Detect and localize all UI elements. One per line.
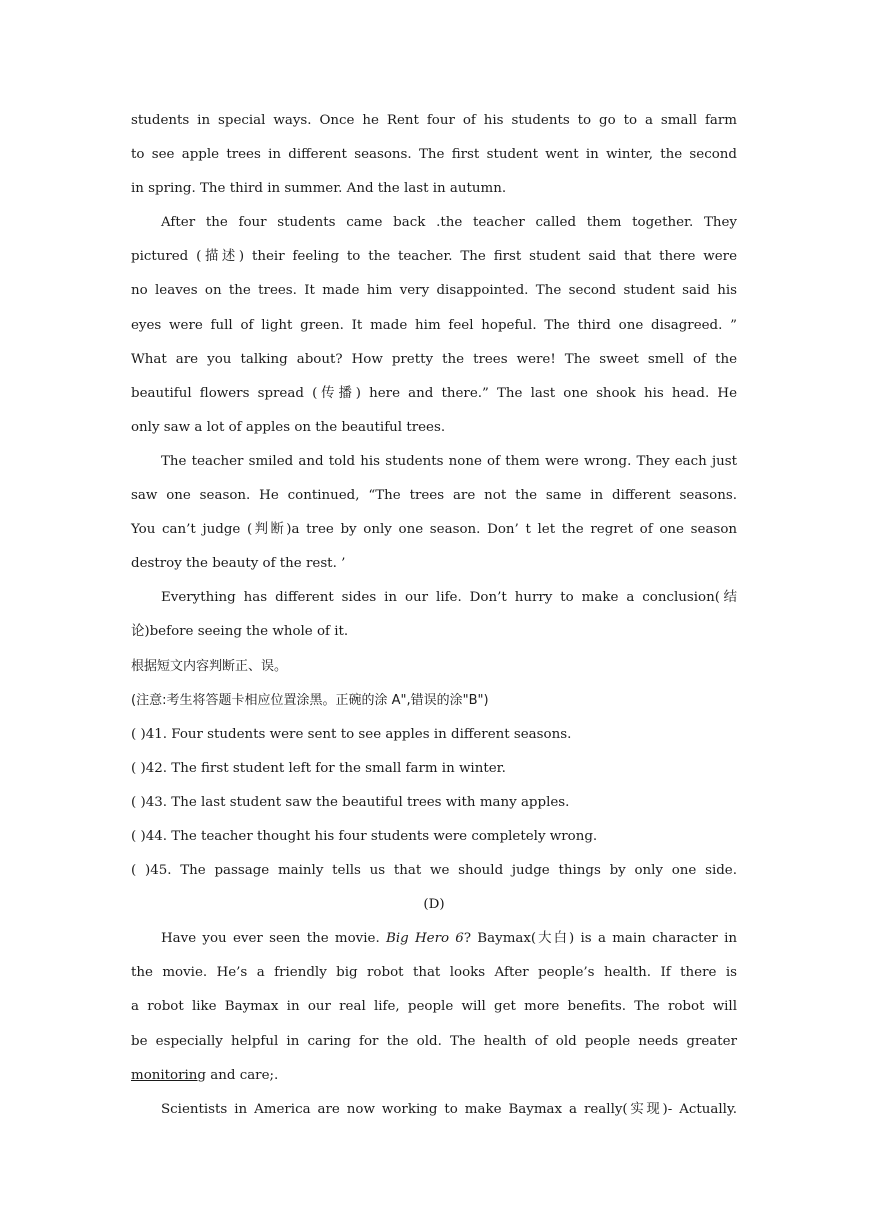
passage-d-text: ? Baymax(大白) is a main character in	[463, 931, 737, 947]
movie-title: Big Hero 6	[385, 931, 464, 947]
question-42: ( )42. The first student left for the small farm in winter.	[131, 760, 506, 776]
question-41: ( )41. Four students were sent to see apples in different seasons.	[131, 726, 572, 742]
passage-c-line: saw one season. He continued, “The trees are not the same in different seasons.	[131, 488, 737, 504]
passage-d-line: a robot like Baymax in our real life, people will get more benefits. The robot will	[131, 999, 737, 1015]
passage-c-line: You can’t judge (判断)a tree by only one season. Don’ t let the regret of one season	[131, 522, 737, 538]
passage-c-line: to see apple trees in different seasons. The first student went in winter, the second	[131, 147, 737, 163]
passage-c-line: students in special ways. Once he Rent four of his students to go to a small farm	[131, 113, 737, 128]
instruction-heading: 根据短文内容判断正、误。	[131, 658, 288, 674]
passage-d-text: Have you ever seen the movie.	[161, 931, 386, 947]
section-heading-d: (D)	[423, 897, 445, 913]
passage-c-line: Everything has different sides in our life. Don’t hurry to make a conclusion(结	[161, 590, 737, 606]
passage-c-line: eyes were full of light green. It made him feel hopeful. The third one disagreed. ”	[131, 317, 737, 333]
passage-c-line: 论)before seeing the whole of it.	[131, 624, 349, 640]
instruction-note: (注意:考生将答题卡相应位置涂黑。正碗的涂 A",错误的涂"B")	[131, 692, 489, 708]
passage-d-line: Scientists in America are now working to make Baymax a really(实现)- Actually.	[161, 1101, 737, 1117]
passage-c-line: only saw a lot of apples on the beautiful trees.	[131, 419, 446, 435]
passage-c-line: destroy the beauty of the rest. ’	[131, 556, 346, 572]
question-44: ( )44. The teacher thought his four students were completely wrong.	[131, 828, 598, 844]
passage-d-line: be especially helpful in caring for the old. The health of old people needs greater	[131, 1033, 737, 1049]
question-45: ( )45. The passage mainly tells us that we should judge things by only one side.	[131, 863, 737, 879]
document-page	[131, 104, 737, 1127]
passage-c-line: pictured (描述) their feeling to the teacher. The first student said that there were	[131, 249, 737, 265]
passage-c-line: beautiful flowers spread (传播) here and there.” The last one shook his head. He	[131, 385, 737, 401]
question-43: ( )43. The last student saw the beautiful trees with many apples.	[131, 794, 570, 810]
underlined-word: monitoring	[131, 1067, 206, 1083]
passage-c-line: The teacher smiled and told his students none of them were wrong. They each just	[161, 453, 737, 469]
passage-d-line: the movie. He’s a friendly big robot that looks After people’s health. If there is	[131, 965, 737, 981]
passage-d-line	[131, 1059, 737, 1093]
passage-c-line: What are you talking about? How pretty the trees were! The sweet smell of the	[131, 351, 737, 367]
passage-d-line	[131, 922, 737, 956]
passage-c-line: in spring. The third in summer. And the last in autumn.	[131, 181, 507, 197]
passage-c-line: no leaves on the trees. It made him very disappointed. The second student said his	[131, 283, 737, 299]
passage-c-line: After the four students came back .the teacher called them together. They	[161, 215, 737, 231]
passage-d-text: and care;.	[206, 1067, 279, 1083]
